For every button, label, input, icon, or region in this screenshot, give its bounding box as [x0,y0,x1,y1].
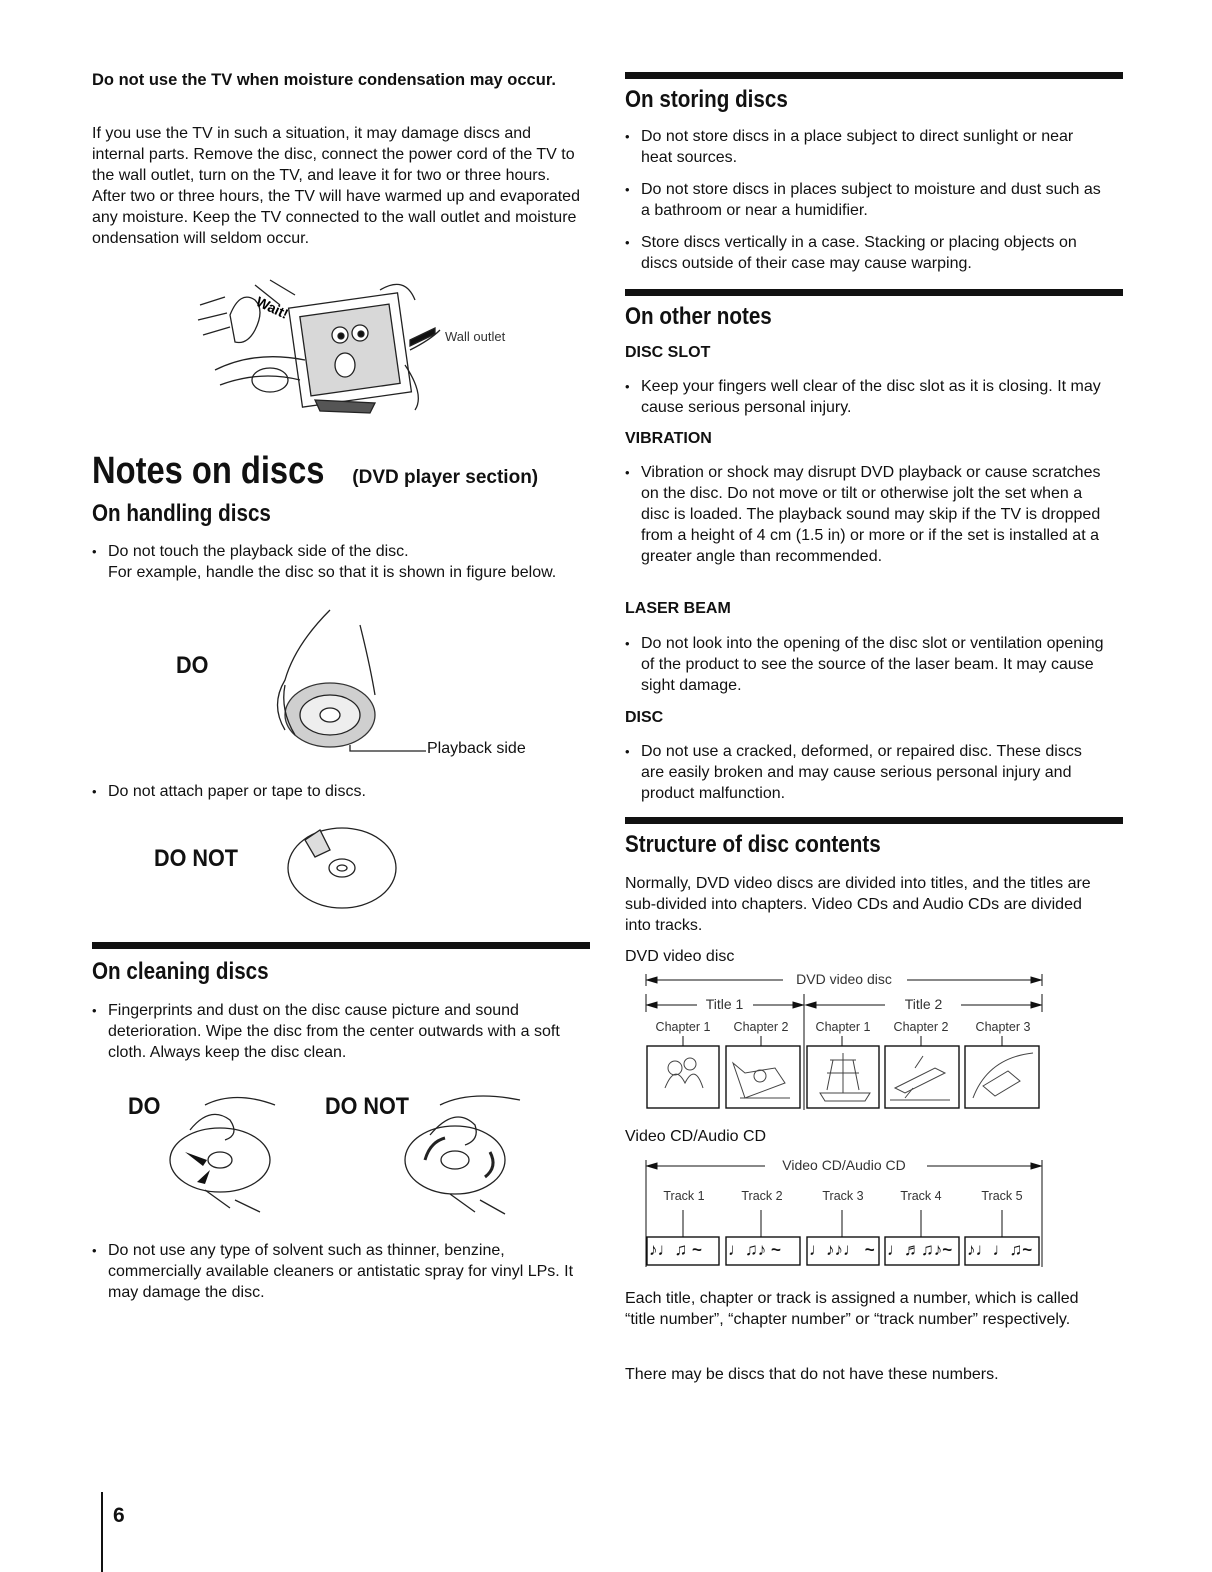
disc-slot-title: DISC SLOT [625,344,711,361]
dvd-span-label: DVD video disc [790,971,898,987]
track-notes: ♩♫♪ ~ [728,1240,781,1259]
cleaning-heading: On cleaning discs [92,958,269,985]
laser-title: LASER BEAM [625,600,731,617]
dvd-structure-diagram [645,968,1043,1110]
other-rule [625,289,1123,296]
cleaning-donot-label: DO NOT [325,1093,409,1120]
track-notes: ♩♬♫♪~ [887,1240,953,1259]
cleaning-bullet-1 [92,1000,587,1063]
storing-bullet-2: • Do not store discs in places subject to moisture and dust such as a bathroom or near a humidifier. [625,179,1105,221]
laser-item [625,633,1120,696]
moisture-body: If you use the TV in such a situation, it may damage discs and internal parts. Remove the disc, connect the power cord of the TV to the wall outlet, turn on the TV, and leave it for two or three hours. After two or three hours, the TV will have warmed up and evaporated any moisture. Keep the TV connected to the wall outlet and moisture ondensation will seldom occur. [92,125,580,247]
handling-bullet-2 [92,781,582,802]
vibration-title: VIBRATION [625,430,712,447]
dvd-caption: DVD video disc [625,948,735,965]
storing-bullet-1: • Do not store discs in a place subject to direct sunlight or near heat sources. [625,126,1105,168]
vcd-span-label: Video CD/Audio CD [776,1157,911,1173]
handling-heading: On handling discs [92,500,271,527]
dvd-diagram-lines [645,968,1043,1110]
track-label: Track 3 [822,1189,864,1203]
title1-label: Title 1 [702,996,748,1012]
track-label: Track 1 [663,1189,705,1203]
moisture-heading: Do not use the TV when moisture condensation may occur. [92,71,556,89]
page-number: 6 [113,1504,125,1527]
disc-title: DISC [625,709,664,726]
track-label: Track 4 [900,1189,942,1203]
wait-label: Wait! [253,293,292,322]
track-notes: ♩♪♪♩ ~ [809,1240,875,1259]
cleaning-bullet-1-text: • Fingerprints and dust on the disc cause picture and sound deterioration. Wipe the disc from the center outwards with a soft cloth. Always keep the disc clean. [92,1000,587,1063]
vibration-item [625,462,1105,567]
storing-heading: On storing discs [625,86,788,113]
laser-text: • Do not look into the opening of the disc slot or ventilation opening of the product to see the source of the laser beam. It may cause sight damage. [625,633,1120,696]
vcd-caption: Video CD/Audio CD [625,1128,767,1145]
dvd-span-label-wrap [645,971,1043,987]
track-notes: ♪♩♩♫~ [967,1240,1033,1259]
handling-bullet-1-line1: Do not touch the playback side of the disc. [108,543,409,560]
structure-heading: Structure of disc contents [625,831,881,858]
title2-wrap [804,996,1043,1012]
cleaning-rule [92,942,590,949]
notes-title [92,450,538,493]
cleaning-bullet-2 [92,1240,587,1303]
last-text: There may be discs that do not have these numbers. [625,1366,999,1383]
vcd-structure-diagram [645,1152,1043,1267]
chapter-label: Chapter 3 [975,1020,1031,1034]
vcd-span-wrap [645,1157,1043,1173]
wall-outlet-label: Wall outlet [445,329,506,344]
vibration-text: • Vibration or shock may disrupt DVD playback or cause scratches on the disc. Do not move or tilt or otherwise jolt the set when a disc is loaded. The playback sound may skip if the TV is dropped from a height of 4 cm (1.5 in) or more or if the set is installed at a greater angle than recommended. [625,462,1105,567]
track-label: Track 5 [981,1189,1023,1203]
disc-slot-item [625,376,1120,418]
storing-list [625,126,1105,283]
cleaning-donot-illustration [400,1090,535,1215]
numbers-text: Each title, chapter or track is assigned a number, which is called “title number”, “chapter number” or “track number” respectively. [625,1290,1079,1328]
disc-text: • Do not use a cracked, deformed, or repaired disc. These discs are easily broken and may cause serious personal injury and product malfunction. [625,741,1105,804]
structure-intro: Normally, DVD video discs are divided into titles, and the titles are sub-divided into chapters. Video CDs and Audio CDs are divided into tracks. [625,875,1091,934]
cleaning-do-label: DO [128,1093,161,1120]
title2-label: Title 2 [901,996,947,1012]
tv-wall-outlet-illustration [195,275,525,415]
other-heading: On other notes [625,303,772,330]
structure-rule [625,817,1123,824]
disc-item [625,741,1105,804]
chapter-label: Chapter 1 [815,1020,871,1034]
chapter-label: Chapter 2 [893,1020,949,1034]
track-label: Track 2 [741,1189,783,1203]
storing-bullet-3: • Store discs vertically in a case. Stacking or placing objects on discs outside of their case may cause warping. [625,232,1105,274]
cleaning-bullet-2-text: • Do not use any type of solvent such as thinner, benzine, commercially available cleaners or antistatic spray for vinyl LPs. It may damage the disc. [92,1240,587,1303]
handling-do-label: DO [176,652,209,679]
title1-wrap [645,996,804,1012]
track-notes: ♪♩♫ ~ [649,1240,702,1259]
playback-side-label: Playback side [427,740,526,757]
handling-bullet-1-line2: For example, handle the disc so that it is shown in figure below. [108,564,557,581]
handling-donot-label: DO NOT [154,845,238,872]
handling-bullet-1 [92,541,582,583]
disc-with-tape-illustration [285,825,400,910]
handling-bullet-2-text: • Do not attach paper or tape to discs. [92,781,582,802]
disc-slot-text: • Keep your fingers well clear of the disc slot as it is closing. It may cause serious personal injury. [625,376,1120,418]
notes-title-main: Notes on discs [92,450,325,492]
cleaning-do-illustration [165,1090,290,1215]
disc-handling-illustration [250,605,430,765]
notes-title-suffix: (DVD player section) [352,467,539,488]
storing-rule [625,72,1123,79]
chapter-label: Chapter 1 [655,1020,711,1034]
page-number-rule [101,1492,103,1572]
chapter-label: Chapter 2 [733,1020,789,1034]
